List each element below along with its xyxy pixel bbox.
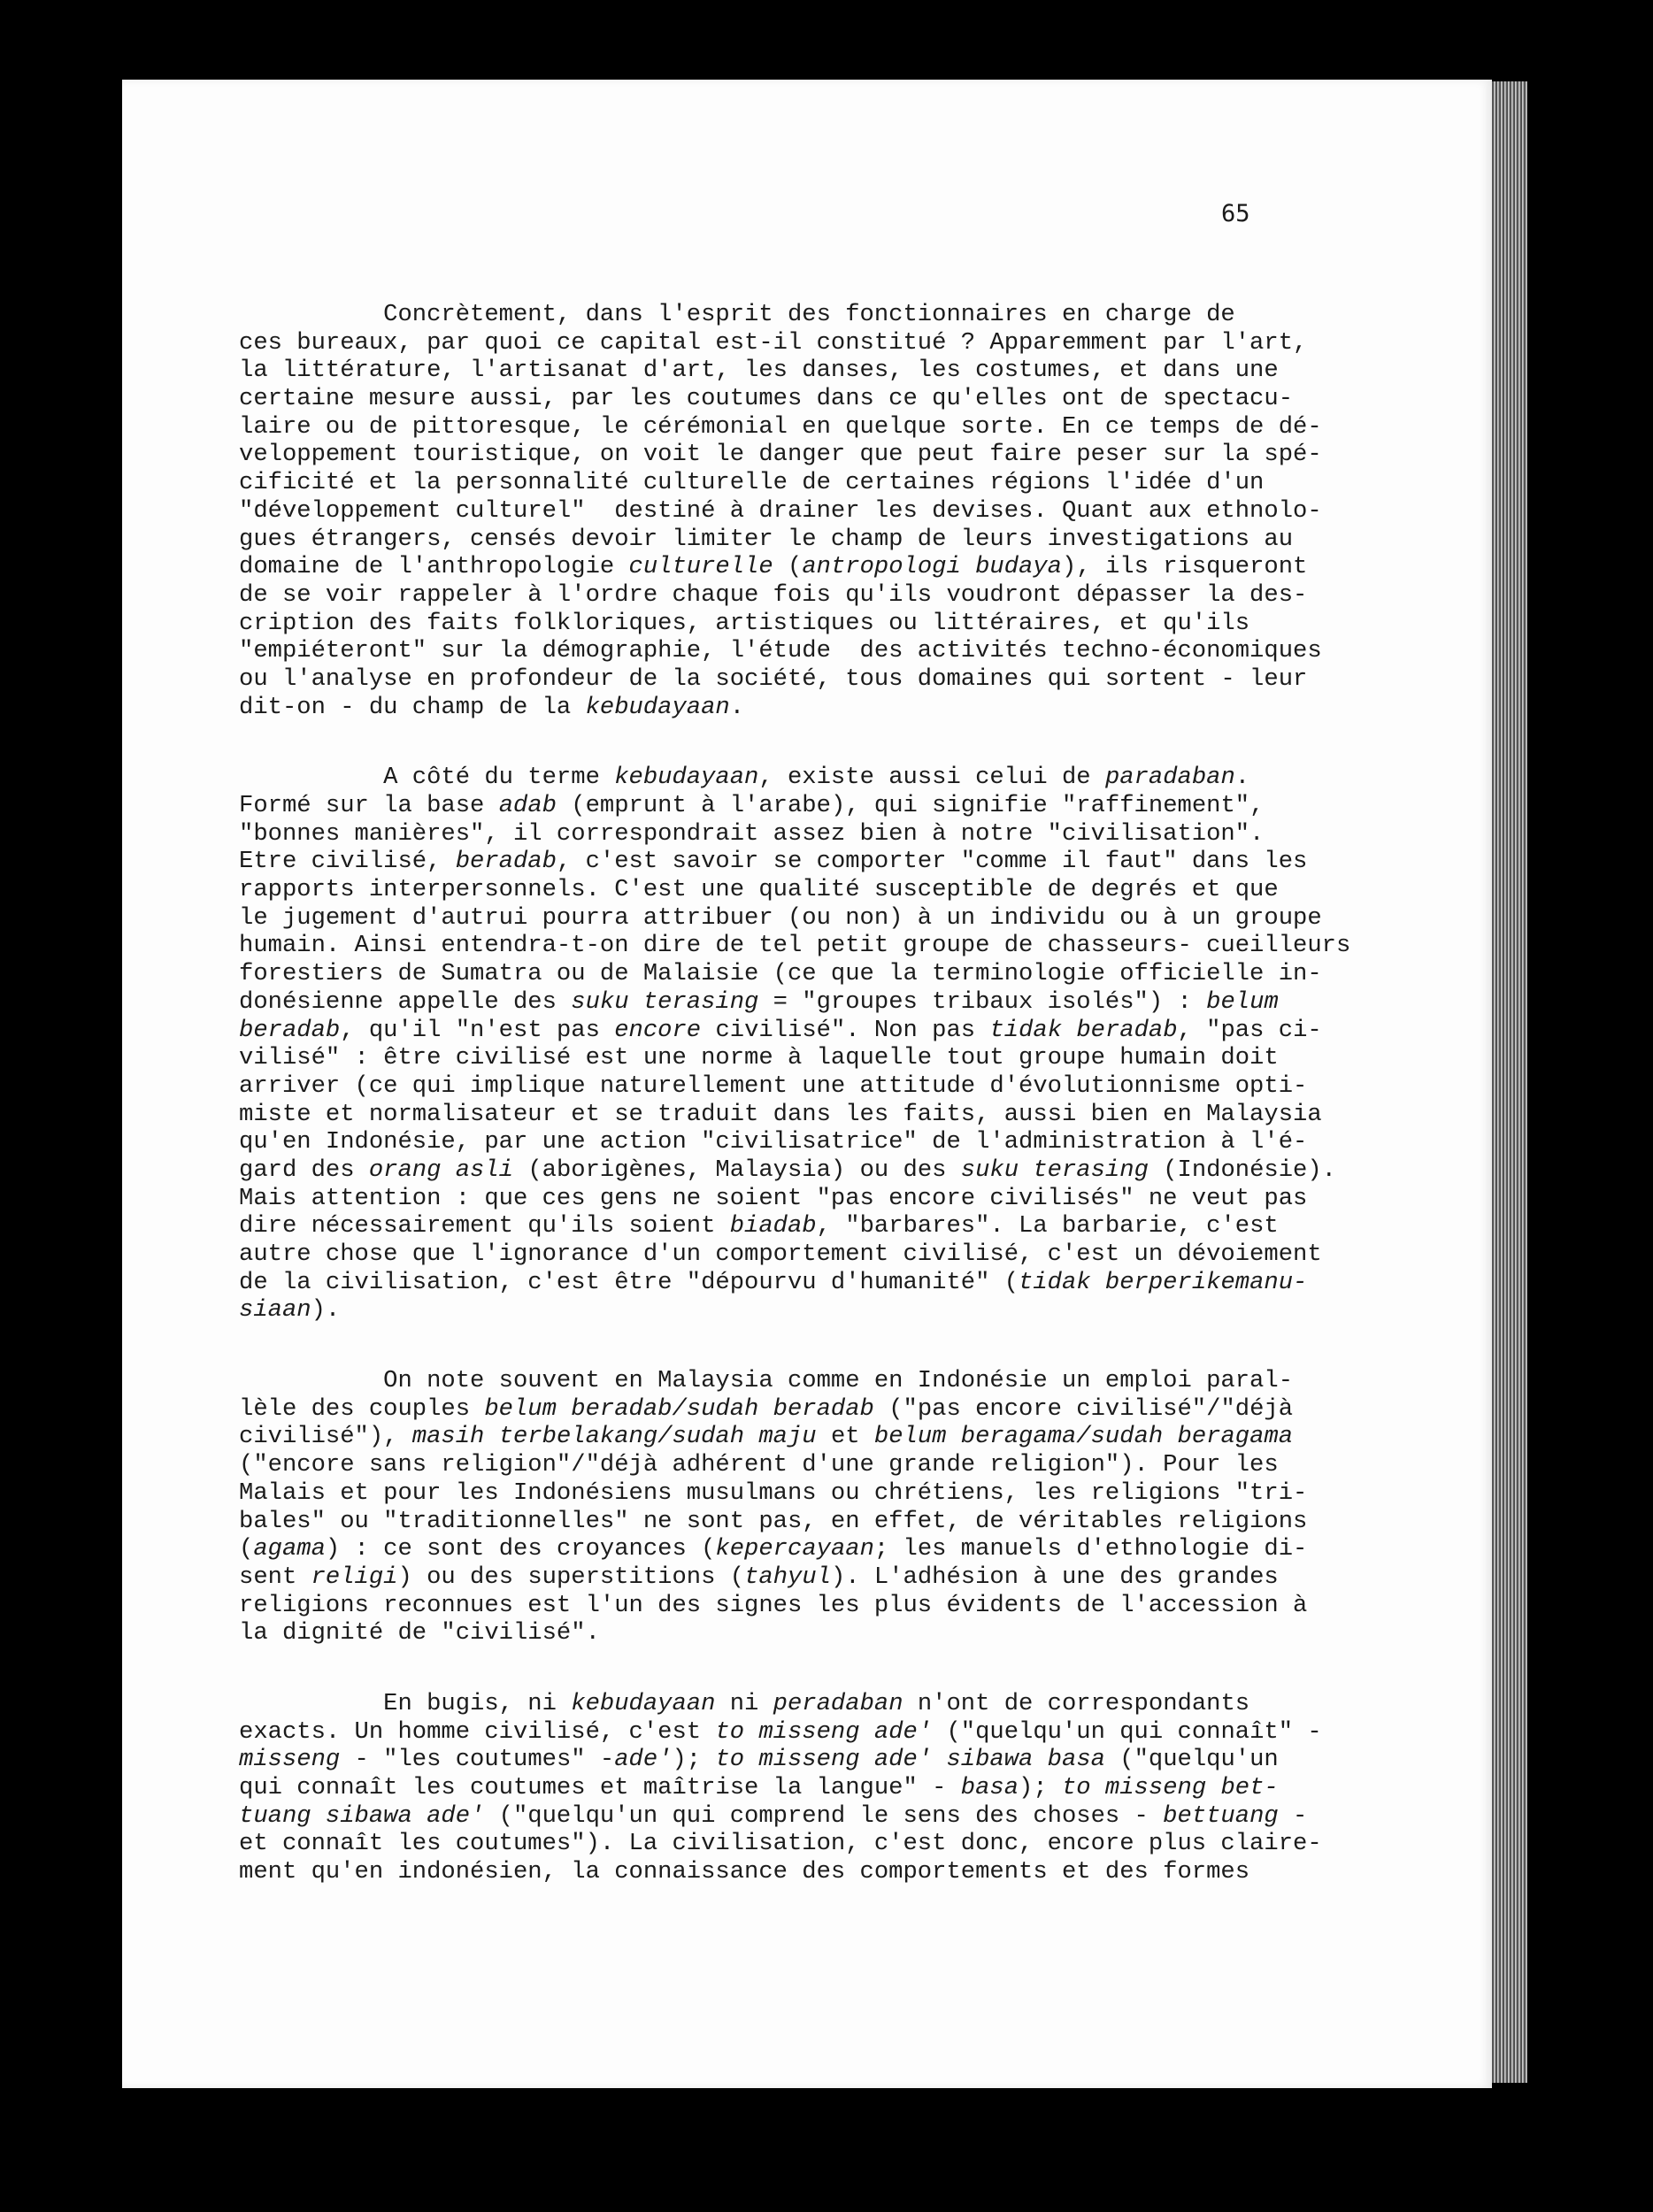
text-line [239,1535,1372,1563]
text-segment: En bugis, ni [239,1689,572,1717]
italic-term: belum beragama/sudah beragama [873,1423,1294,1451]
body-text [239,301,1372,1929]
italic-term: culturelle [628,553,773,581]
text-line [239,1746,1372,1774]
text-line [239,553,1372,581]
text-line [239,441,1372,469]
italic-term: misseng [239,1746,341,1774]
text-segment: miste et normalisateur et se traduit dans les faits, aussi bien en Malaysia [239,1100,1322,1128]
text-line [239,469,1372,497]
italic-term: orang asli [368,1156,513,1184]
text-segment: forestiers de Sumatra ou de Malaisie (ce que la terminologie officielle in- [239,960,1322,988]
text-segment: religions reconnues est l'un des signes les plus évidents de l'accession à [239,1591,1308,1619]
text-line [239,1592,1372,1620]
text-line [239,764,1372,792]
text-segment: ) : ce sont des croyances ( [325,1535,716,1563]
italic-term: belum beradab/sudah beradab [484,1394,874,1423]
text-line [239,526,1372,554]
italic-term: tuang sibawa ade' [239,1801,485,1830]
italic-term: tahyul [744,1563,831,1591]
italic-term: siaan [239,1296,311,1325]
text-line [239,385,1372,413]
text-line [239,820,1372,849]
text-segment: civilisé"), [239,1423,412,1451]
text-segment: , qu'il "n'est pas [340,1016,615,1044]
text-line [239,329,1372,357]
text-line [239,1240,1372,1269]
text-line [239,581,1372,610]
italic-term: encore [614,1016,702,1044]
text-segment: ("quelqu'un qui connaît" - [932,1717,1322,1746]
text-segment: ); [1019,1774,1062,1801]
text-line [239,1508,1372,1536]
text-line [239,1128,1372,1156]
text-segment: sent [239,1563,311,1591]
text-line [239,1269,1372,1297]
text-segment: ("quelqu'un [1104,1746,1279,1774]
italic-term: to misseng bet- [1061,1774,1279,1801]
text-segment: cificité et la personnalité culturelle de certaines régions l'idée d'un [239,469,1265,497]
text-segment: gues étrangers, censés devoir limiter le champ de leurs investigations au [239,525,1294,553]
text-line [239,1563,1372,1592]
text-segment: humain. Ainsi entendra-t-on dire de tel petit groupe de chasseurs- cueilleurs [239,932,1351,960]
italic-term: biadab [729,1212,817,1240]
text-line [239,694,1372,722]
text-segment: A côté du terme [239,764,615,792]
text-line [239,848,1372,876]
text-line [239,610,1372,638]
text-line [239,1017,1372,1045]
text-segment: "développement culturel" destiné à drainer les devises. Quant aux ethnolo- [239,496,1322,525]
text-line [239,1423,1372,1451]
text-segment: ( [773,553,803,581]
text-line [239,665,1372,694]
italic-term: beradab [455,848,557,876]
text-segment: dit-on - du champ de la [239,693,586,721]
text-segment: ); [672,1746,716,1774]
text-line [239,1802,1372,1831]
text-segment: de la civilisation, c'est être "dépourvu d'humanité" ( [239,1268,1019,1296]
text-line [239,1185,1372,1213]
italic-term: basa [960,1774,1019,1801]
text-segment: gard des [239,1156,369,1184]
text-line [239,1619,1372,1647]
text-line [239,413,1372,442]
italic-term: to misseng ade' [715,1717,933,1746]
text-segment: = "groupes tribaux isolés") : [758,987,1207,1016]
text-segment: Formé sur la base [239,792,499,819]
text-line [239,876,1372,904]
text-segment: qu'en Indonésie, par une action "civilisatrice" de l'administration à l'é- [239,1128,1308,1156]
text-line [239,1774,1372,1802]
paragraph [239,764,1372,1325]
text-segment: ou l'analyse en profondeur de la société, tous domaines qui sortent - leur [239,664,1308,693]
italic-term: peradaban [773,1689,903,1717]
italic-term: tidak beradab [989,1016,1178,1044]
text-segment: rapports interpersonnels. C'est une qualité susceptible de degrés et que [239,876,1279,904]
text-line [239,988,1372,1017]
text-segment: , "pas ci- [1177,1016,1322,1044]
text-segment: la dignité de "civilisé". [239,1619,600,1647]
italic-term: antropologi budaya [802,553,1062,581]
text-line [239,637,1372,665]
italic-term: to misseng ade' sibawa basa [715,1746,1105,1774]
italic-term: beradab [239,1016,341,1044]
paragraph [239,301,1372,721]
text-segment: ni [715,1689,773,1717]
text-segment: arriver (ce qui implique naturellement une attitude d'évolutionnisme opti- [239,1071,1308,1100]
text-segment: ), ils risqueront [1062,553,1308,581]
text-segment: veloppement touristique, on voit le danger que peut faire peser sur la spé- [239,441,1322,469]
paragraph [239,1690,1372,1886]
text-line [239,960,1372,988]
text-segment: laire ou de pittoresque, le cérémonial en quelque sorte. En ce temps de dé- [239,412,1322,441]
text-segment: qui connaît les coutumes et maîtrise la langue" - [239,1774,961,1801]
italic-term: masih terbelakang/sudah maju [411,1423,817,1451]
text-line [239,1479,1372,1508]
italic-term: kebudayaan [585,693,730,721]
text-segment: On note souvent en Malaysia comme en Indonésie un emploi paral- [239,1367,1294,1395]
text-line [239,1212,1372,1240]
italic-term: suku terasing [960,1156,1149,1184]
text-segment: (aborigènes, Malaysia) ou des [513,1156,961,1184]
text-segment: vilisé" : être civilisé est une norme à laquelle tout groupe humain doit [239,1044,1279,1072]
text-segment: "empiéteront" sur la démographie, l'étude des activités techno-économiques [239,637,1322,665]
text-segment: ("quelqu'un qui comprend le sens des choses - [484,1801,1164,1830]
page-number: 65 [1221,200,1250,227]
text-segment: civilisé". Non pas [701,1016,990,1044]
text-line [239,1101,1372,1129]
text-segment: ("pas encore civilisé"/"déjà [873,1394,1294,1423]
italic-term: paradaban [1104,764,1235,792]
text-segment: (emprunt à l'arabe), qui signifie "raffinement", [556,792,1265,819]
text-segment: ). [311,1296,341,1325]
italic-term: kepercayaan [715,1535,874,1563]
text-segment: de se voir rappeler à l'ordre chaque fois qu'ils voudront dépasser la des- [239,580,1308,609]
italic-term: religi [311,1563,398,1591]
text-line [239,357,1372,385]
text-segment: et [816,1423,874,1451]
italic-term: belum [1206,987,1279,1016]
text-line [239,1044,1372,1072]
italic-term: tidak berperikemanu- [1019,1268,1308,1296]
text-segment: et connaît les coutumes"). La civilisation, c'est donc, encore plus claire- [239,1830,1322,1858]
text-segment: - "les coutumes" - [340,1746,615,1774]
text-segment: n'ont de correspondants [903,1689,1250,1717]
text-segment: , "barbares". La barbarie, c'est [816,1212,1279,1240]
text-line [239,1858,1372,1886]
text-segment: ) ou des superstitions ( [397,1563,745,1591]
text-segment: . [729,693,745,721]
text-segment: ( [239,1535,254,1563]
text-line [239,1072,1372,1101]
text-segment: , existe aussi celui de [758,764,1105,792]
text-segment: dire nécessairement qu'ils soient [239,1212,730,1240]
text-segment: . [1234,764,1250,792]
italic-term: suku terasing [571,987,759,1016]
text-segment: lèle des couples [239,1394,485,1423]
text-segment: exacts. Un homme civilisé, c'est [239,1717,716,1746]
italic-term: bettuang [1163,1801,1279,1830]
text-segment: , c'est savoir se comporter "comme il faut" dans les [556,848,1308,876]
italic-term: kebudayaan [571,1689,716,1717]
text-segment: "bonnes manières", il correspondrait assez bien à notre "civilisation". [239,819,1265,848]
text-line [239,1830,1372,1858]
text-segment: (Indonésie). [1148,1156,1336,1184]
text-segment: cription des faits folkloriques, artistiques ou littéraires, et qu'ils [239,609,1250,637]
text-segment: domaine de l'anthropologie [239,553,629,581]
text-line [239,932,1372,960]
text-segment: ces bureaux, par quoi ce capital est-il constitué ? Apparemment par l'art, [239,328,1308,357]
text-segment: - [1278,1801,1308,1830]
text-segment: certaine mesure aussi, par les coutumes dans ce qu'elles ont de spectacu- [239,385,1294,413]
text-segment: autre chose que l'ignorance d'un comportement civilisé, c'est un dévoiement [239,1240,1322,1268]
text-segment: bales" ou "traditionnelles" ne sont pas, en effet, de véritables religions [239,1507,1308,1535]
text-line [239,301,1372,329]
text-segment: ; les manuels d'ethnologie di- [873,1535,1308,1563]
text-segment: donésienne appelle des [239,987,572,1016]
text-line [239,792,1372,820]
text-line [239,1156,1372,1185]
text-line [239,1296,1372,1325]
italic-term: agama [253,1535,326,1563]
text-line [239,1395,1372,1424]
text-segment: Etre civilisé, [239,848,456,876]
text-segment: Concrètement, dans l'esprit des fonctionnaires en charge de [239,301,1235,328]
italic-term: kebudayaan [614,764,759,792]
text-segment: le jugement d'autrui pourra attribuer (ou non) à un individu ou à un groupe [239,903,1322,932]
text-line [239,1690,1372,1718]
text-segment: ("encore sans religion"/"déjà adhérent d'une grande religion"). Pour les [239,1451,1279,1479]
text-line [239,497,1372,526]
italic-term: adab [498,792,557,819]
text-segment: ). L'adhésion à une des grandes [830,1563,1279,1591]
paragraph [239,1367,1372,1647]
text-segment: ment qu'en indonésien, la connaissance des comportements et des formes [239,1858,1250,1886]
text-line [239,1367,1372,1395]
text-line [239,1718,1372,1747]
italic-term: ade' [614,1746,673,1774]
text-line [239,1451,1372,1479]
text-segment: Mais attention : que ces gens ne soient "pas encore civilisés" ne veut pas [239,1184,1308,1212]
text-segment: la littérature, l'artisanat d'art, les danses, les costumes, et dans une [239,357,1279,385]
text-segment: Malais et pour les Indonésiens musulmans ou chrétiens, les religions "tri- [239,1479,1308,1507]
text-line [239,904,1372,933]
